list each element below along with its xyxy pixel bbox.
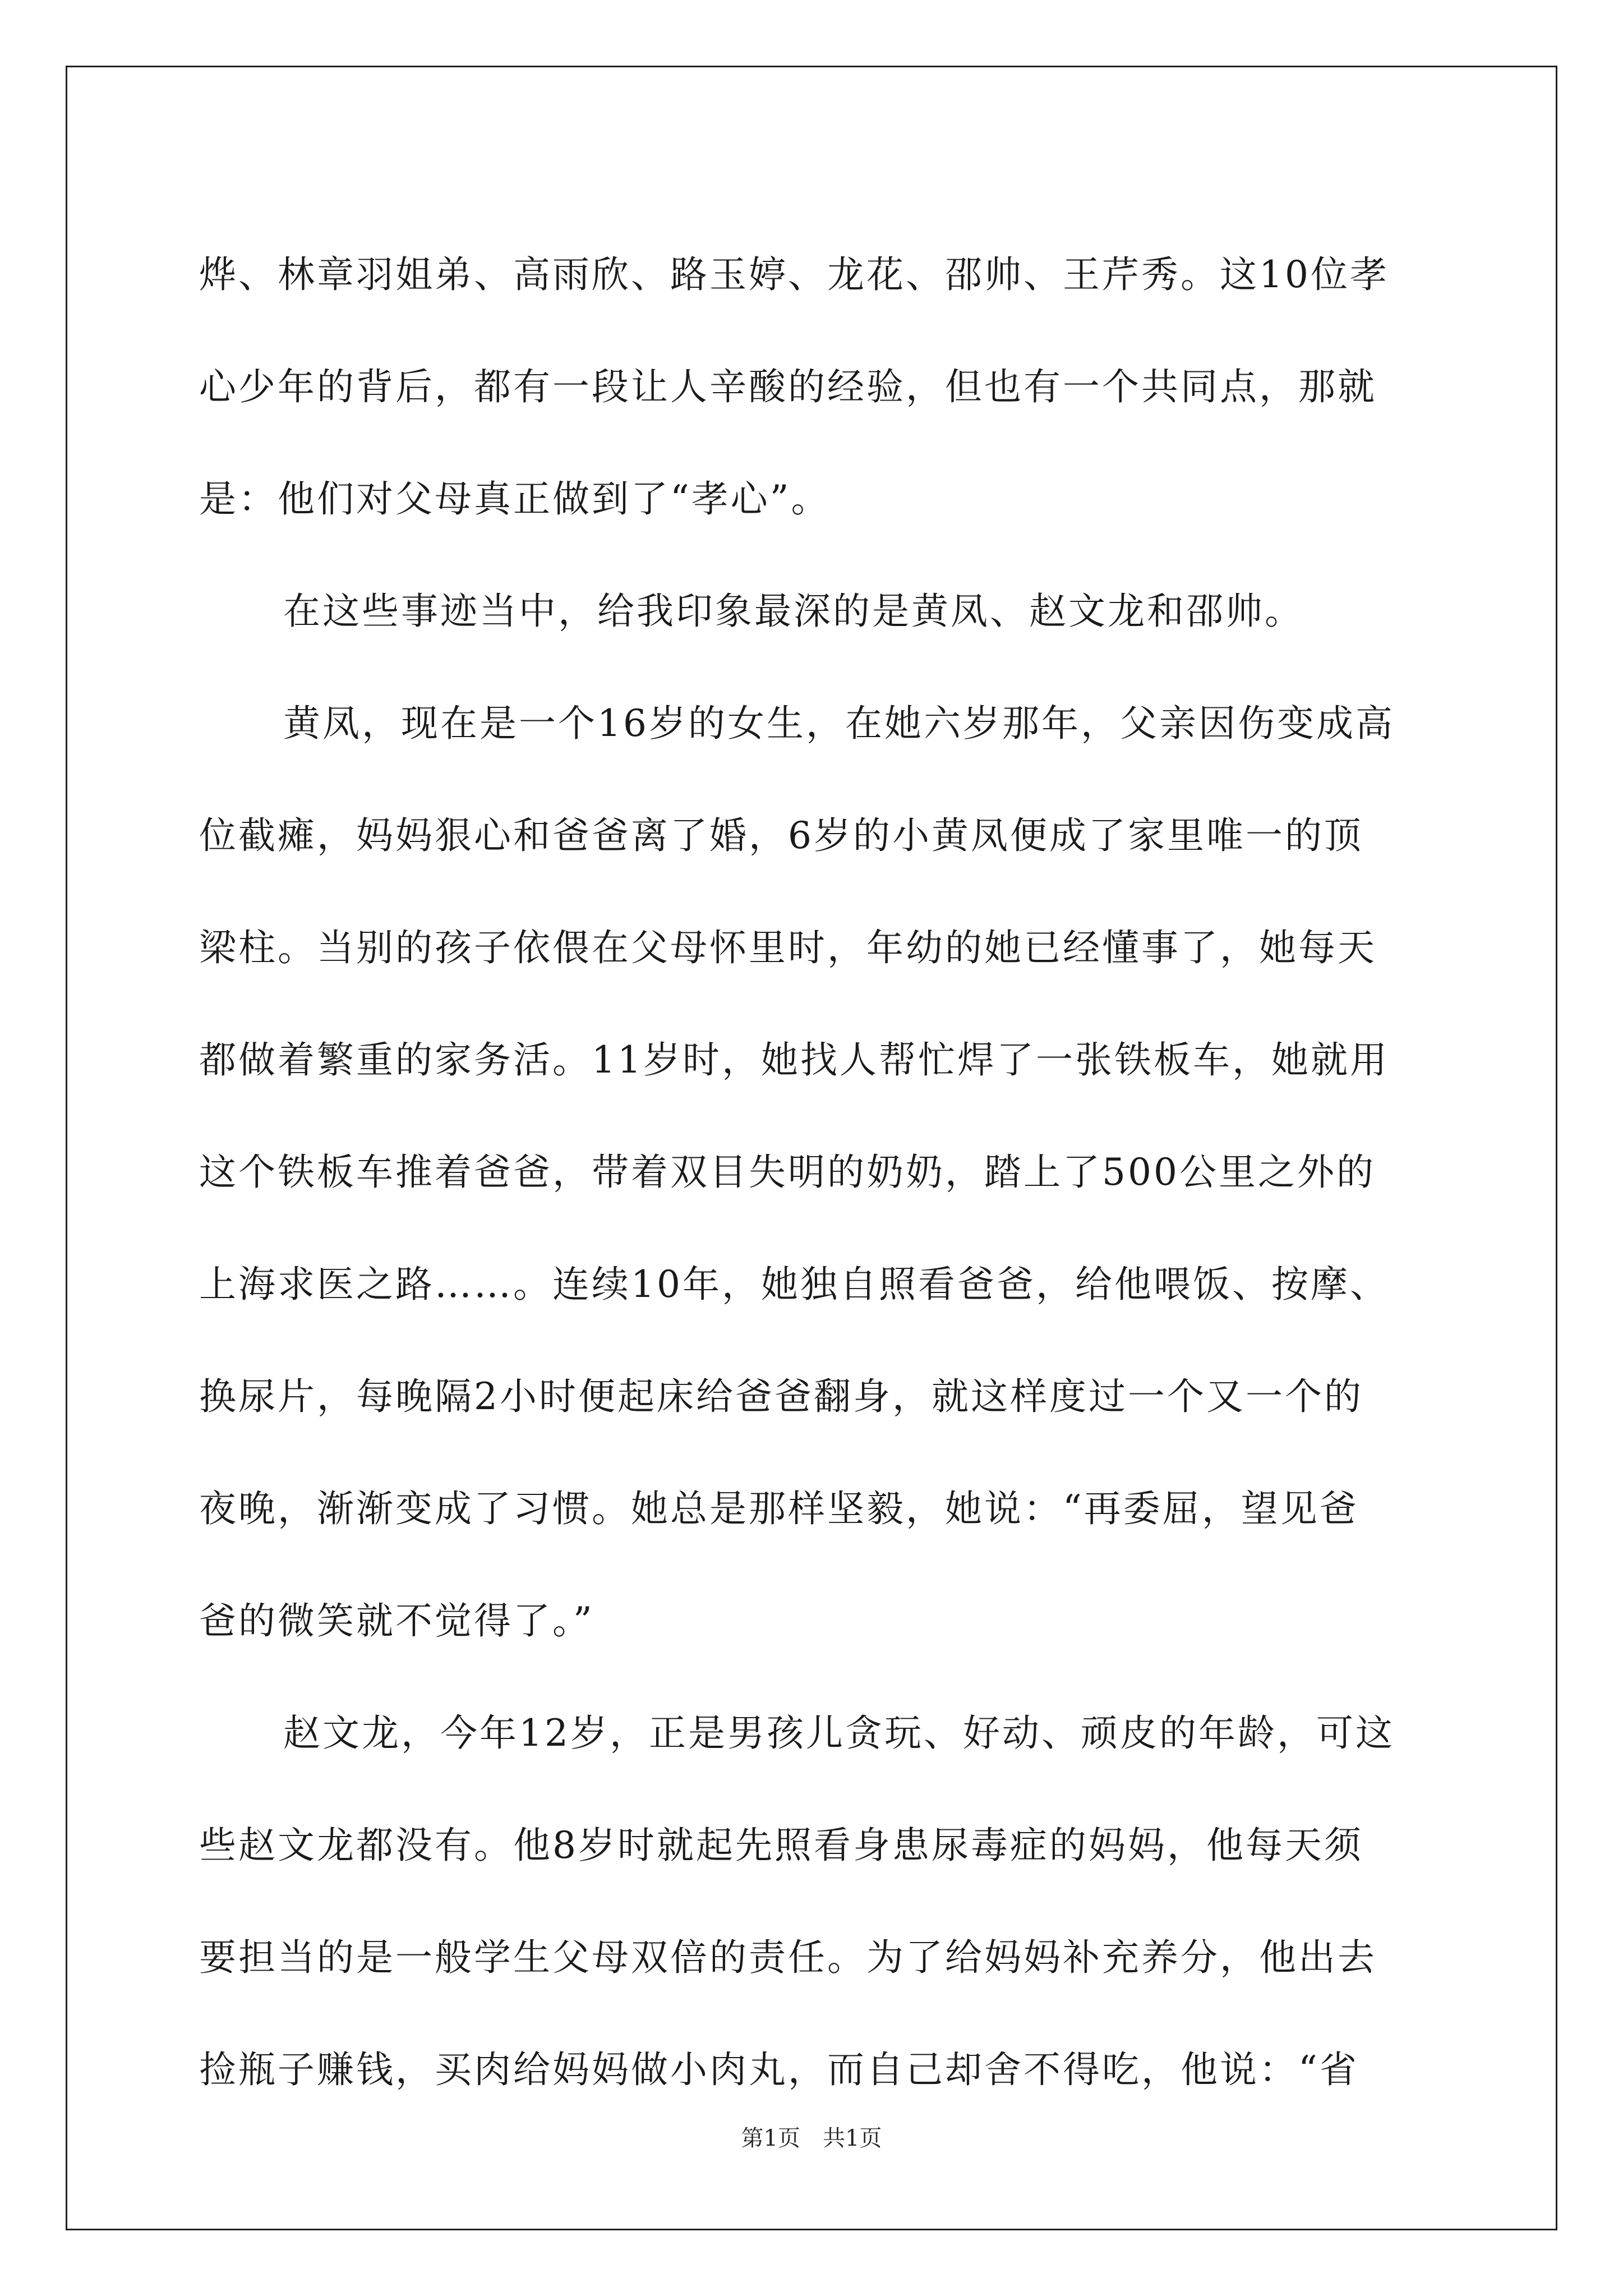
- text-line: 位截瘫，妈妈狠心和爸爸离了婚，6岁的小黄凤便成了家里唯一的顶: [199, 814, 1363, 857]
- paragraph-start-line: 赵文龙，今年12岁，正是男孩儿贪玩、好动、顽皮的年龄，可这: [283, 1711, 1395, 1755]
- paragraph-start-line: 黄凤，现在是一个16岁的女生，在她六岁那年，父亲因伤变成高: [283, 702, 1395, 745]
- text-line: 上海求医之路……。连续10年，她独自照看爸爸，给他喂饭、按摩、: [199, 1263, 1389, 1306]
- text-line: 爸的微笑就不觉得了。”: [199, 1599, 594, 1642]
- text-line: 心少年的背后，都有一段让人辛酸的经验，但也有一个共同点，那就: [199, 365, 1377, 408]
- document-body: [199, 219, 1433, 2126]
- paragraph-start-line: 在这些事迹当中，给我印象最深的是黄凤、赵文龙和邵帅。: [283, 590, 1304, 633]
- text-line: 要担当的是一般学生父母双倍的责任。为了给妈妈补充养分，他出去: [199, 1936, 1377, 1979]
- text-line: 梁柱。当别的孩子依偎在父母怀里时，年幼的她已经懂事了，她每天: [199, 926, 1377, 969]
- text-line: 捡瓶子赚钱，买肉给妈妈做小肉丸，而自己却舍不得吃，他说：“省: [199, 2048, 1359, 2091]
- text-line: 是：他们对父母真正做到了“孝心”。: [199, 477, 831, 521]
- text-line: 都做着繁重的家务活。11岁时，她找人帮忙焊了一张铁板车，她就用: [199, 1038, 1389, 1082]
- page-number-footer: 第1页 共1页: [741, 2125, 882, 2151]
- text-line: 些赵文龙都没有。他8岁时就起先照看身患尿毒症的妈妈，他每天须: [199, 1824, 1363, 1867]
- text-line: 夜晚，渐渐变成了习惯。她总是那样坚毅，她说：“再委屈，望见爸: [199, 1487, 1359, 1530]
- text-line: 换尿片，每晚隔2小时便起床给爸爸翻身，就这样度过一个又一个的: [199, 1375, 1363, 1418]
- text-line: 这个铁板车推着爸爸，带着双目失明的奶奶，踏上了500公里之外的: [199, 1151, 1376, 1194]
- text-line: 烨、林章羽姐弟、高雨欣、路玉婷、龙花、邵帅、王芹秀。这10位孝: [199, 253, 1389, 296]
